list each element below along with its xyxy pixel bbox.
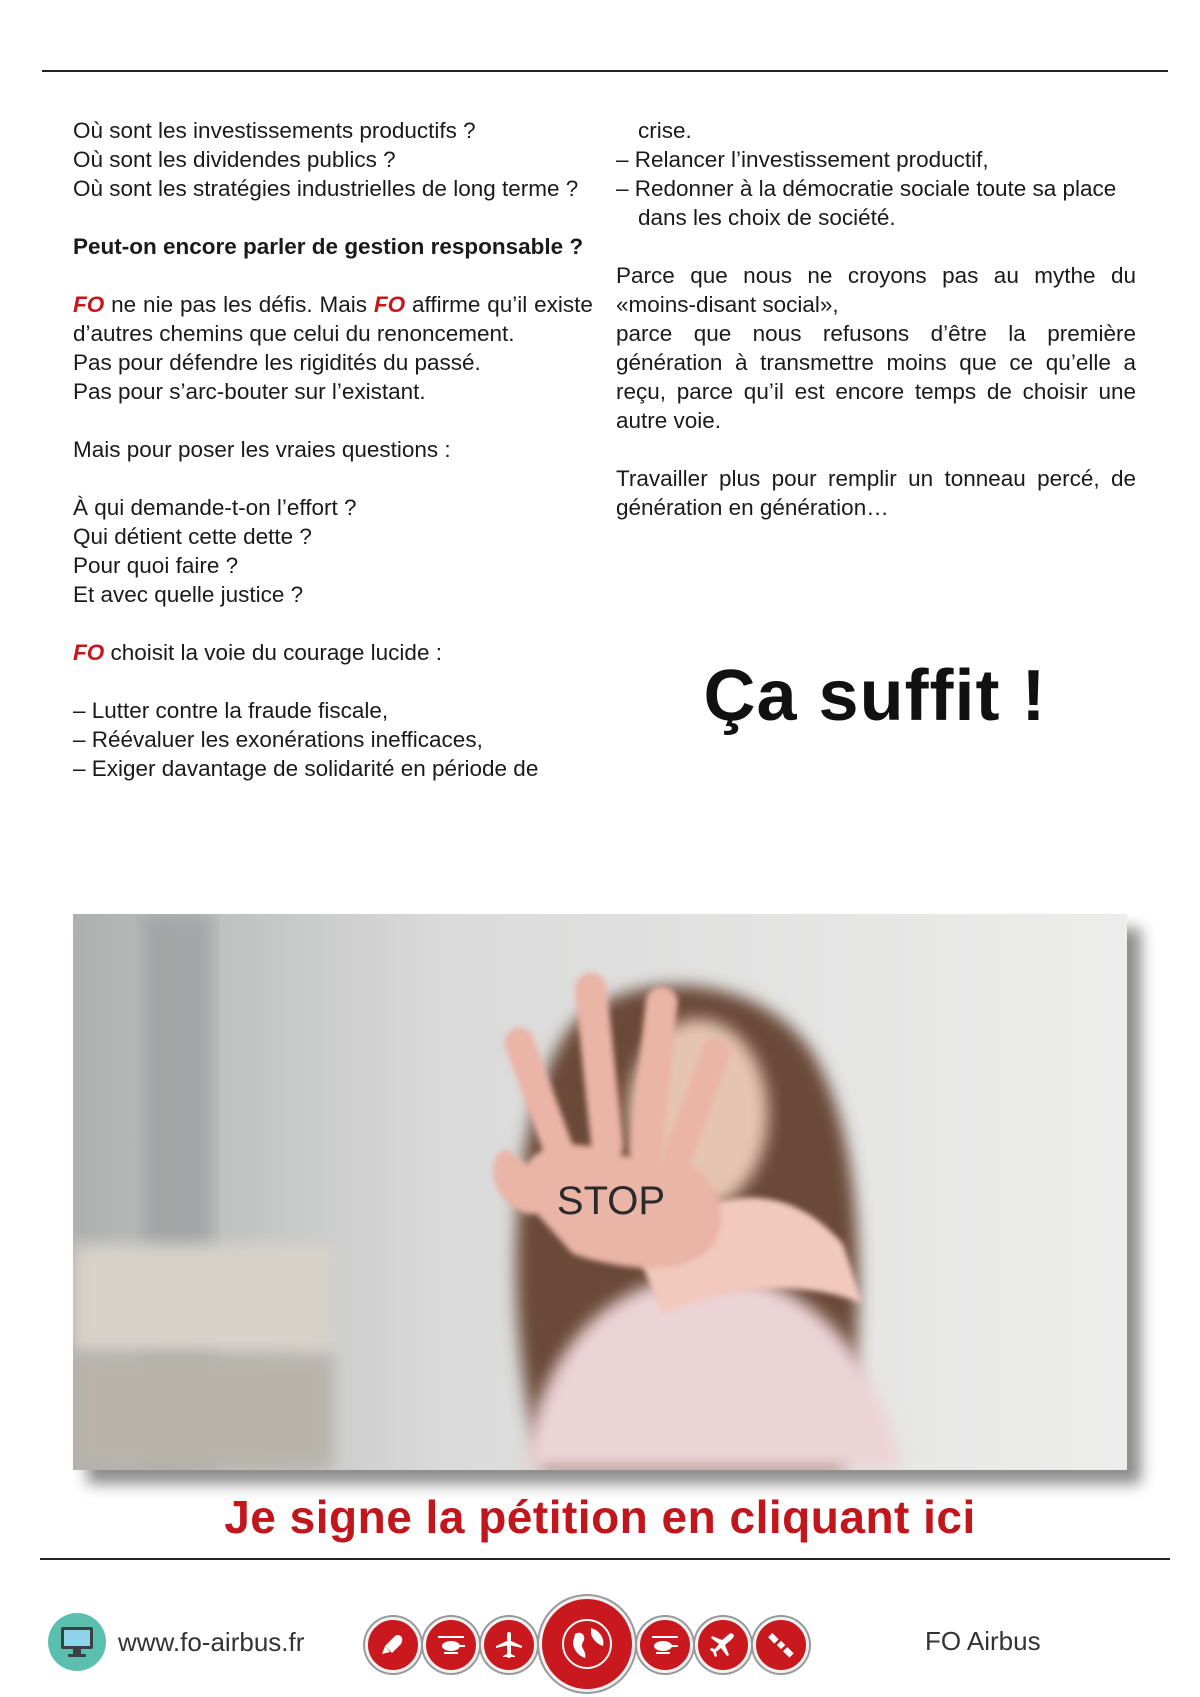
list-item-exonerations: – Réévaluer les exonérations inefficaces, [73, 727, 483, 752]
paragraph-barrel: Travailler plus pour remplir un tonneau percé, de génération en génération… [616, 466, 1136, 520]
stop-hand-photo[interactable] [73, 914, 1127, 1470]
paragraph-questions-intro: Mais pour poser les vraies questions : [73, 437, 451, 462]
section-heading: Peut-on encore parler de gestion responsable ? [73, 234, 584, 259]
monitor-icon [48, 1613, 106, 1671]
petition-link[interactable]: Je signe la pétition en cliquant ici [224, 1491, 976, 1543]
question-dividends: Où sont les dividendes publics ? [73, 147, 396, 172]
list-item-solidarity-cont: crise. [638, 118, 692, 143]
list-item-democracy: – Redonner à la démocratie sociale toute sa place dans les choix de société. [616, 176, 1117, 230]
list-item-investment: – Relancer l’investissement productif, [616, 147, 989, 172]
left-column [73, 116, 593, 783]
paragraph-rigidities: Pas pour défendre les rigidités du passé. [73, 350, 481, 375]
fo-paragraph-text-b: affirme qu’il existe d’autres chemins que celui du renoncement. [73, 292, 593, 346]
right-column [616, 116, 1136, 522]
top-divider [42, 70, 1168, 72]
website-link[interactable]: www.fo-airbus.fr [118, 1626, 305, 1657]
question-justice: Et avec quelle justice ? [73, 582, 304, 607]
question-debt: Qui détient cette dette ? [73, 524, 312, 549]
question-effort: À qui demande-t-on l’effort ? [73, 495, 357, 520]
fo-choice-text: choisit la voie du courage lucide : [110, 640, 442, 665]
paragraph-generation: parce que nous refusons d’être la première génération à transmettre moins que ce qu’elle a reçu, parce qu’il est encore temps de choisir une autre voie. [616, 321, 1136, 433]
footer-website[interactable] [48, 1612, 304, 1672]
helicopter-icon[interactable] [637, 1617, 693, 1673]
footer-icon-row [365, 1592, 845, 1692]
paragraph-existing: Pas pour s’arc-bouter sur l’existant. [73, 379, 426, 404]
footer-brand: FO Airbus [925, 1626, 1041, 1656]
satellite-icon[interactable] [753, 1617, 809, 1673]
fo-paragraph [73, 290, 593, 348]
helicopter-icon[interactable] [423, 1617, 479, 1673]
fo-choice [73, 638, 593, 667]
airliner-icon[interactable] [481, 1617, 537, 1673]
bottom-divider [40, 1558, 1170, 1560]
question-investments: Où sont les investissements productifs ? [73, 118, 476, 143]
fo-mark: FO [73, 640, 105, 665]
jet-icon[interactable] [695, 1617, 751, 1673]
question-strategies: Où sont les stratégies industrielles de long terme ? [73, 176, 579, 201]
fo-paragraph-text-a: ne nie pas les défis. Mais [111, 292, 367, 317]
paragraph-myth: Parce que nous ne croyons pas au mythe du «moins-disant social», [616, 263, 1136, 317]
fo-mark: FO [373, 292, 406, 317]
question-purpose: Pour quoi faire ? [73, 553, 239, 578]
hand-stop-text: STOP [556, 1179, 666, 1223]
list-item-fraud: – Lutter contre la fraude fiscale, [73, 698, 389, 723]
list-item-solidarity: – Exiger davantage de solidarité en période de [73, 756, 539, 781]
headline: Ça suffit ! [703, 656, 1047, 736]
rocket-icon[interactable] [365, 1617, 421, 1673]
fo-mark: FO [73, 292, 105, 317]
globe-icon[interactable] [539, 1596, 635, 1692]
